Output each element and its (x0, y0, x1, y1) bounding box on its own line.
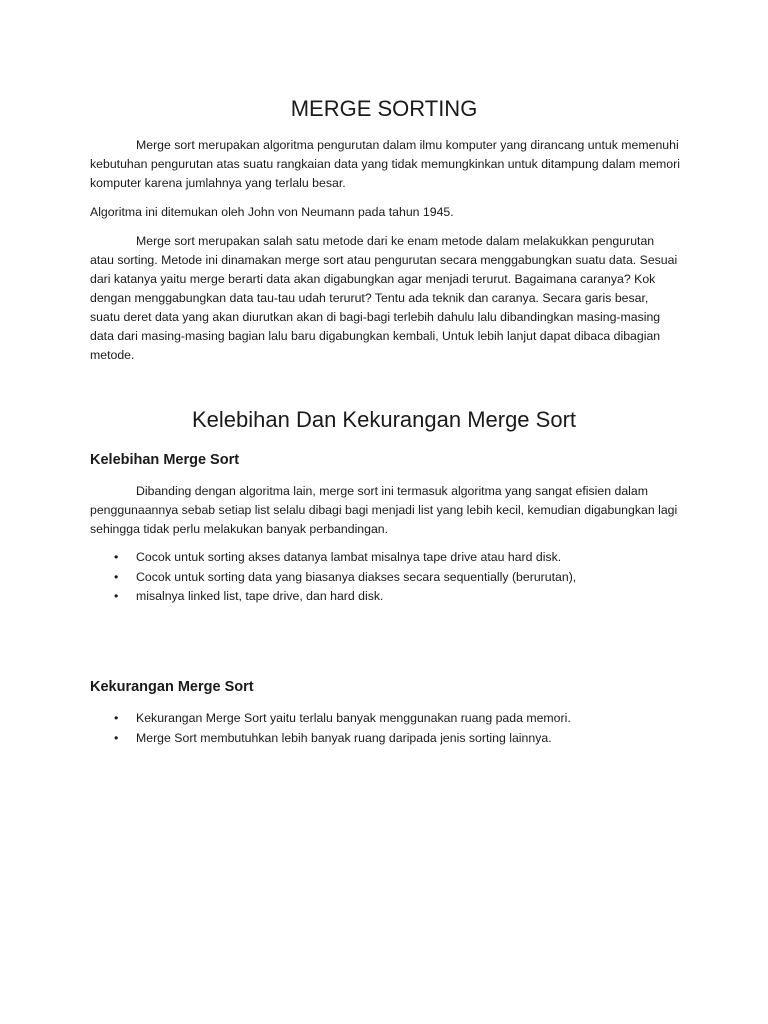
section-heading: Kelebihan Dan Kekurangan Merge Sort (191, 407, 577, 432)
intro-paragraph-1: Merge sort merupakan algoritma pengurutan dalam ilmu komputer yang dirancang untuk memenuhi kebutuhan pengurutan atas suatu rangkaian data yang tidak memungkinkan untuk ditampung dalam memori komputer karena jumlahnya yang terlalu besar. (90, 138, 680, 190)
list-item-text: Cocok untuk sorting data yang biasanya diakses secara sequentially (berurutan), (136, 569, 577, 584)
list-item (90, 548, 680, 568)
disadvantages-heading: Kekurangan Merge Sort (90, 679, 254, 695)
list-item (90, 729, 680, 749)
list-item-text: misalnya linked list, tape drive, dan hard disk. (136, 589, 384, 603)
list-item-text: Cocok untuk sorting akses datanya lambat misalnya tape drive atau hard disk. (136, 550, 562, 564)
list-item (90, 709, 680, 729)
intro-paragraph-2: Algoritma ini ditemukan oleh John von Neumann pada tahun 1945. (90, 205, 454, 219)
advantages-section (90, 482, 680, 539)
disadvantages-list (90, 709, 680, 748)
advantages-list (90, 548, 680, 607)
bullet-icon: • (114, 550, 119, 564)
intro-section (90, 136, 680, 365)
list-item-text: Merge Sort membutuhkan lebih banyak ruang daripada jenis sorting lainnya. (136, 730, 552, 745)
list-item (90, 587, 680, 607)
bullet-icon: • (114, 569, 119, 584)
intro-paragraph-3: Merge sort merupakan salah satu metode dari ke enam metode dalam melakukkan pengurutan atau sorting. Metode ini dinamakan merge sort atau pengurutan secara menggabungkan suatu data. Sesuai dari katanya yaitu merge berarti data akan digabungkan agar menjadi terurut. Bagaimana caranya? Kok dengan menggabungkan data tau-tau udah terurut? Tentu ada teknik dan caranya. Secara garis besar, suatu deret data yang akan diurutkan akan di bagi-bagi terlebih dahulu lalu dibandingkan masing-masing data dari masing-masing bagian lalu baru digabungkan kembali, Untuk lebih lanjut dapat dibaca dibagian metode. (90, 234, 678, 362)
bullet-icon: • (114, 711, 119, 725)
advantages-heading: Kelebihan Merge Sort (90, 452, 240, 468)
document-title: MERGE SORTING (290, 96, 478, 121)
bullet-icon: • (114, 730, 119, 745)
list-item-text: Kekurangan Merge Sort yaitu terlalu banyak menggunakan ruang pada memori. (136, 711, 571, 725)
bullet-icon: • (114, 589, 119, 603)
list-item (90, 568, 680, 588)
advantages-paragraph: Dibanding dengan algoritma lain, merge sort ini termasuk algoritma yang sangat efisien dalam penggunaannya sebab setiap list selalu dibagi bagi menjadi list yang lebih kecil, kemudian digabungkan lagi sehingga tidak perlu melakukan banyak perbandingan. (90, 484, 678, 536)
